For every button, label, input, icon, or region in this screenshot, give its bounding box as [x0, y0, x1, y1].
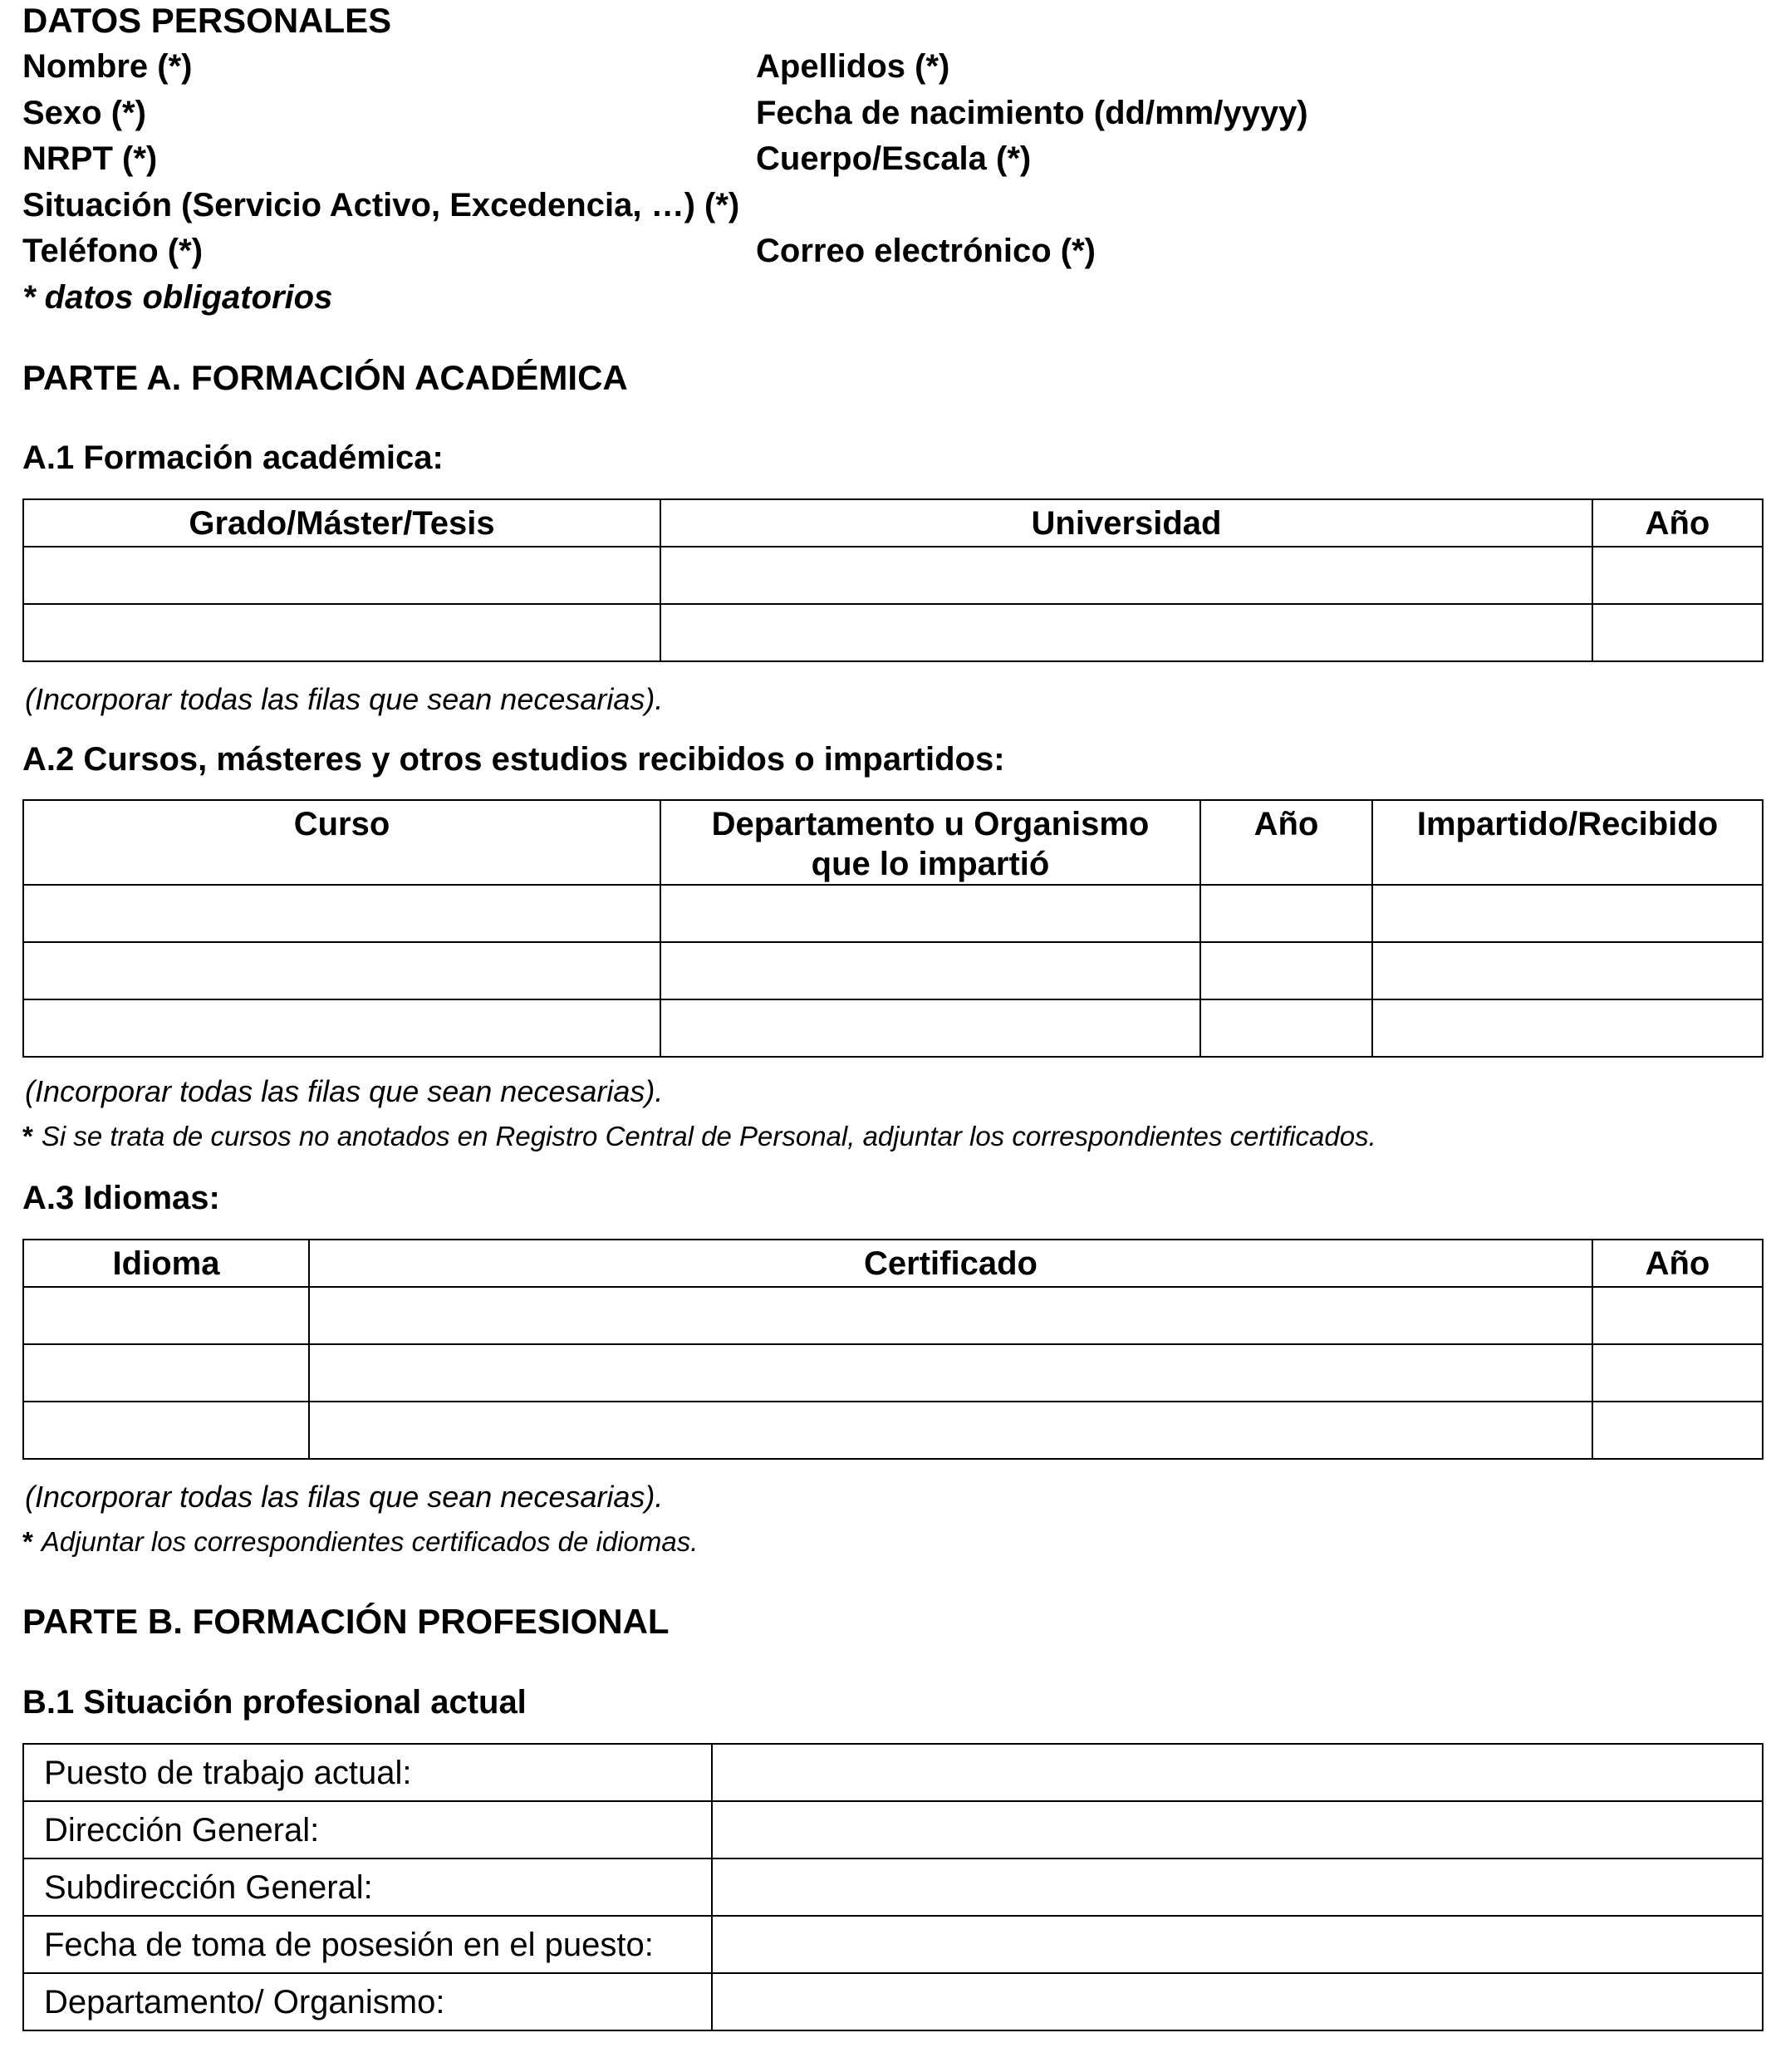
table-row	[23, 1801, 1763, 1858]
puesto-trabajo-label: Puesto de trabajo actual:	[23, 1744, 712, 1801]
a1-cell-universidad[interactable]	[660, 547, 1592, 604]
b1-table	[22, 1743, 1764, 2031]
puesto-trabajo-field[interactable]	[712, 1744, 1763, 1801]
a2-cell-departamento[interactable]	[660, 885, 1200, 942]
a2-cell-ano[interactable]	[1200, 885, 1372, 942]
telefono-label: Teléfono (*)	[22, 233, 204, 269]
a3-title: A.3 Idiomas:	[22, 1180, 220, 1216]
table-row	[23, 1287, 1763, 1344]
a1-cell-grado[interactable]	[23, 547, 660, 604]
a2-footnote	[22, 1118, 1376, 1155]
a3-cell-certificado[interactable]	[309, 1344, 1592, 1402]
a3-cell-idioma[interactable]	[23, 1402, 309, 1459]
a1-cell-ano[interactable]	[1592, 547, 1763, 604]
a2-header-curso: Curso	[23, 800, 660, 885]
table-row	[23, 1973, 1763, 2030]
a2-header-impartido: Impartido/Recibido	[1372, 800, 1763, 885]
personal-data-heading: DATOS PERSONALES	[22, 1, 392, 40]
a1-cell-ano[interactable]	[1592, 604, 1763, 661]
table-row	[23, 604, 1763, 661]
table-row	[23, 1402, 1763, 1459]
a2-cell-ano[interactable]	[1200, 942, 1372, 999]
parte-a-title: PARTE A. FORMACIÓN ACADÉMICA	[22, 358, 628, 397]
a1-table	[22, 498, 1764, 662]
table-row	[23, 1916, 1763, 1973]
nrpt-label: NRPT (*)	[22, 140, 158, 177]
a3-cell-idioma[interactable]	[23, 1344, 309, 1402]
a3-cell-ano[interactable]	[1592, 1344, 1763, 1402]
a2-header-ano: Año	[1200, 800, 1372, 885]
a3-cell-ano[interactable]	[1592, 1402, 1763, 1459]
situacion-label: Situación (Servicio Activo, Excedencia, …) (*)	[22, 187, 740, 223]
table-row	[23, 885, 1763, 942]
a2-cell-departamento[interactable]	[660, 942, 1200, 999]
a1-header-ano: Año	[1592, 499, 1763, 547]
table-row	[23, 1858, 1763, 1916]
a3-header-certificado: Certificado	[309, 1240, 1592, 1287]
footnote-star: *	[22, 1121, 33, 1151]
direccion-general-label: Dirección General:	[23, 1801, 712, 1858]
a2-cell-departamento[interactable]	[660, 999, 1200, 1057]
a3-header-ano: Año	[1592, 1240, 1763, 1287]
a1-header-grado: Grado/Máster/Tesis	[23, 499, 660, 547]
b1-title: B.1 Situación profesional actual	[22, 1684, 527, 1721]
correo-label: Correo electrónico (*)	[756, 233, 1096, 269]
footnote-star: *	[22, 1526, 33, 1557]
departamento-organismo-field[interactable]	[712, 1973, 1763, 2030]
a2-cell-curso[interactable]	[23, 885, 660, 942]
a3-cell-certificado[interactable]	[309, 1402, 1592, 1459]
a1-header-universidad: Universidad	[660, 499, 1592, 547]
a3-cell-ano[interactable]	[1592, 1287, 1763, 1344]
a2-cell-curso[interactable]	[23, 942, 660, 999]
a2-header-departamento: Departamento u Organismo que lo impartió	[660, 800, 1200, 885]
fecha-nacimiento-label: Fecha de nacimiento (dd/mm/yyyy)	[756, 95, 1308, 131]
a3-rows-note: (Incorporar todas las filas que sean necesarias).	[25, 1480, 664, 1514]
subdireccion-general-label: Subdirección General:	[23, 1858, 712, 1916]
a1-title: A.1 Formación académica:	[22, 439, 444, 476]
fecha-toma-posesion-label: Fecha de toma de posesión en el puesto:	[23, 1916, 712, 1973]
sexo-label: Sexo (*)	[22, 95, 146, 131]
a2-cell-curso[interactable]	[23, 999, 660, 1057]
table-row	[23, 999, 1763, 1057]
a1-rows-note: (Incorporar todas las filas que sean necesarias).	[25, 682, 664, 716]
a2-footnote-text: Si se trata de cursos no anotados en Registro Central de Personal, adjuntar los correspondientes certificados.	[41, 1121, 1376, 1151]
a2-cell-impartido[interactable]	[1372, 999, 1763, 1057]
direccion-general-field[interactable]	[712, 1801, 1763, 1858]
a3-cell-idioma[interactable]	[23, 1287, 309, 1344]
a1-cell-grado[interactable]	[23, 604, 660, 661]
departamento-organismo-label: Departamento/ Organismo:	[23, 1973, 712, 2030]
table-row	[23, 1344, 1763, 1402]
a3-header-idioma: Idioma	[23, 1240, 309, 1287]
a1-cell-universidad[interactable]	[660, 604, 1592, 661]
a3-footnote-text: Adjuntar los correspondientes certificados de idiomas.	[41, 1526, 699, 1557]
a2-rows-note: (Incorporar todas las filas que sean necesarias).	[25, 1074, 664, 1108]
a2-cell-impartido[interactable]	[1372, 885, 1763, 942]
fecha-toma-posesion-field[interactable]	[712, 1916, 1763, 1973]
table-row	[23, 942, 1763, 999]
table-row	[23, 1744, 1763, 1801]
apellidos-label: Apellidos (*)	[756, 48, 950, 85]
subdireccion-general-field[interactable]	[712, 1858, 1763, 1916]
a2-cell-impartido[interactable]	[1372, 942, 1763, 999]
parte-b-title: PARTE B. FORMACIÓN PROFESIONAL	[22, 1602, 670, 1641]
a2-cell-ano[interactable]	[1200, 999, 1372, 1057]
cuerpo-escala-label: Cuerpo/Escala (*)	[756, 140, 1032, 177]
a3-table	[22, 1239, 1764, 1460]
nombre-label: Nombre (*)	[22, 48, 193, 85]
a2-title: A.2 Cursos, másteres y otros estudios recibidos o impartidos:	[22, 741, 1005, 778]
required-fields-note: * datos obligatorios	[22, 279, 333, 316]
a3-footnote	[22, 1524, 698, 1560]
a2-table	[22, 799, 1764, 1058]
table-row	[23, 547, 1763, 604]
a3-cell-certificado[interactable]	[309, 1287, 1592, 1344]
